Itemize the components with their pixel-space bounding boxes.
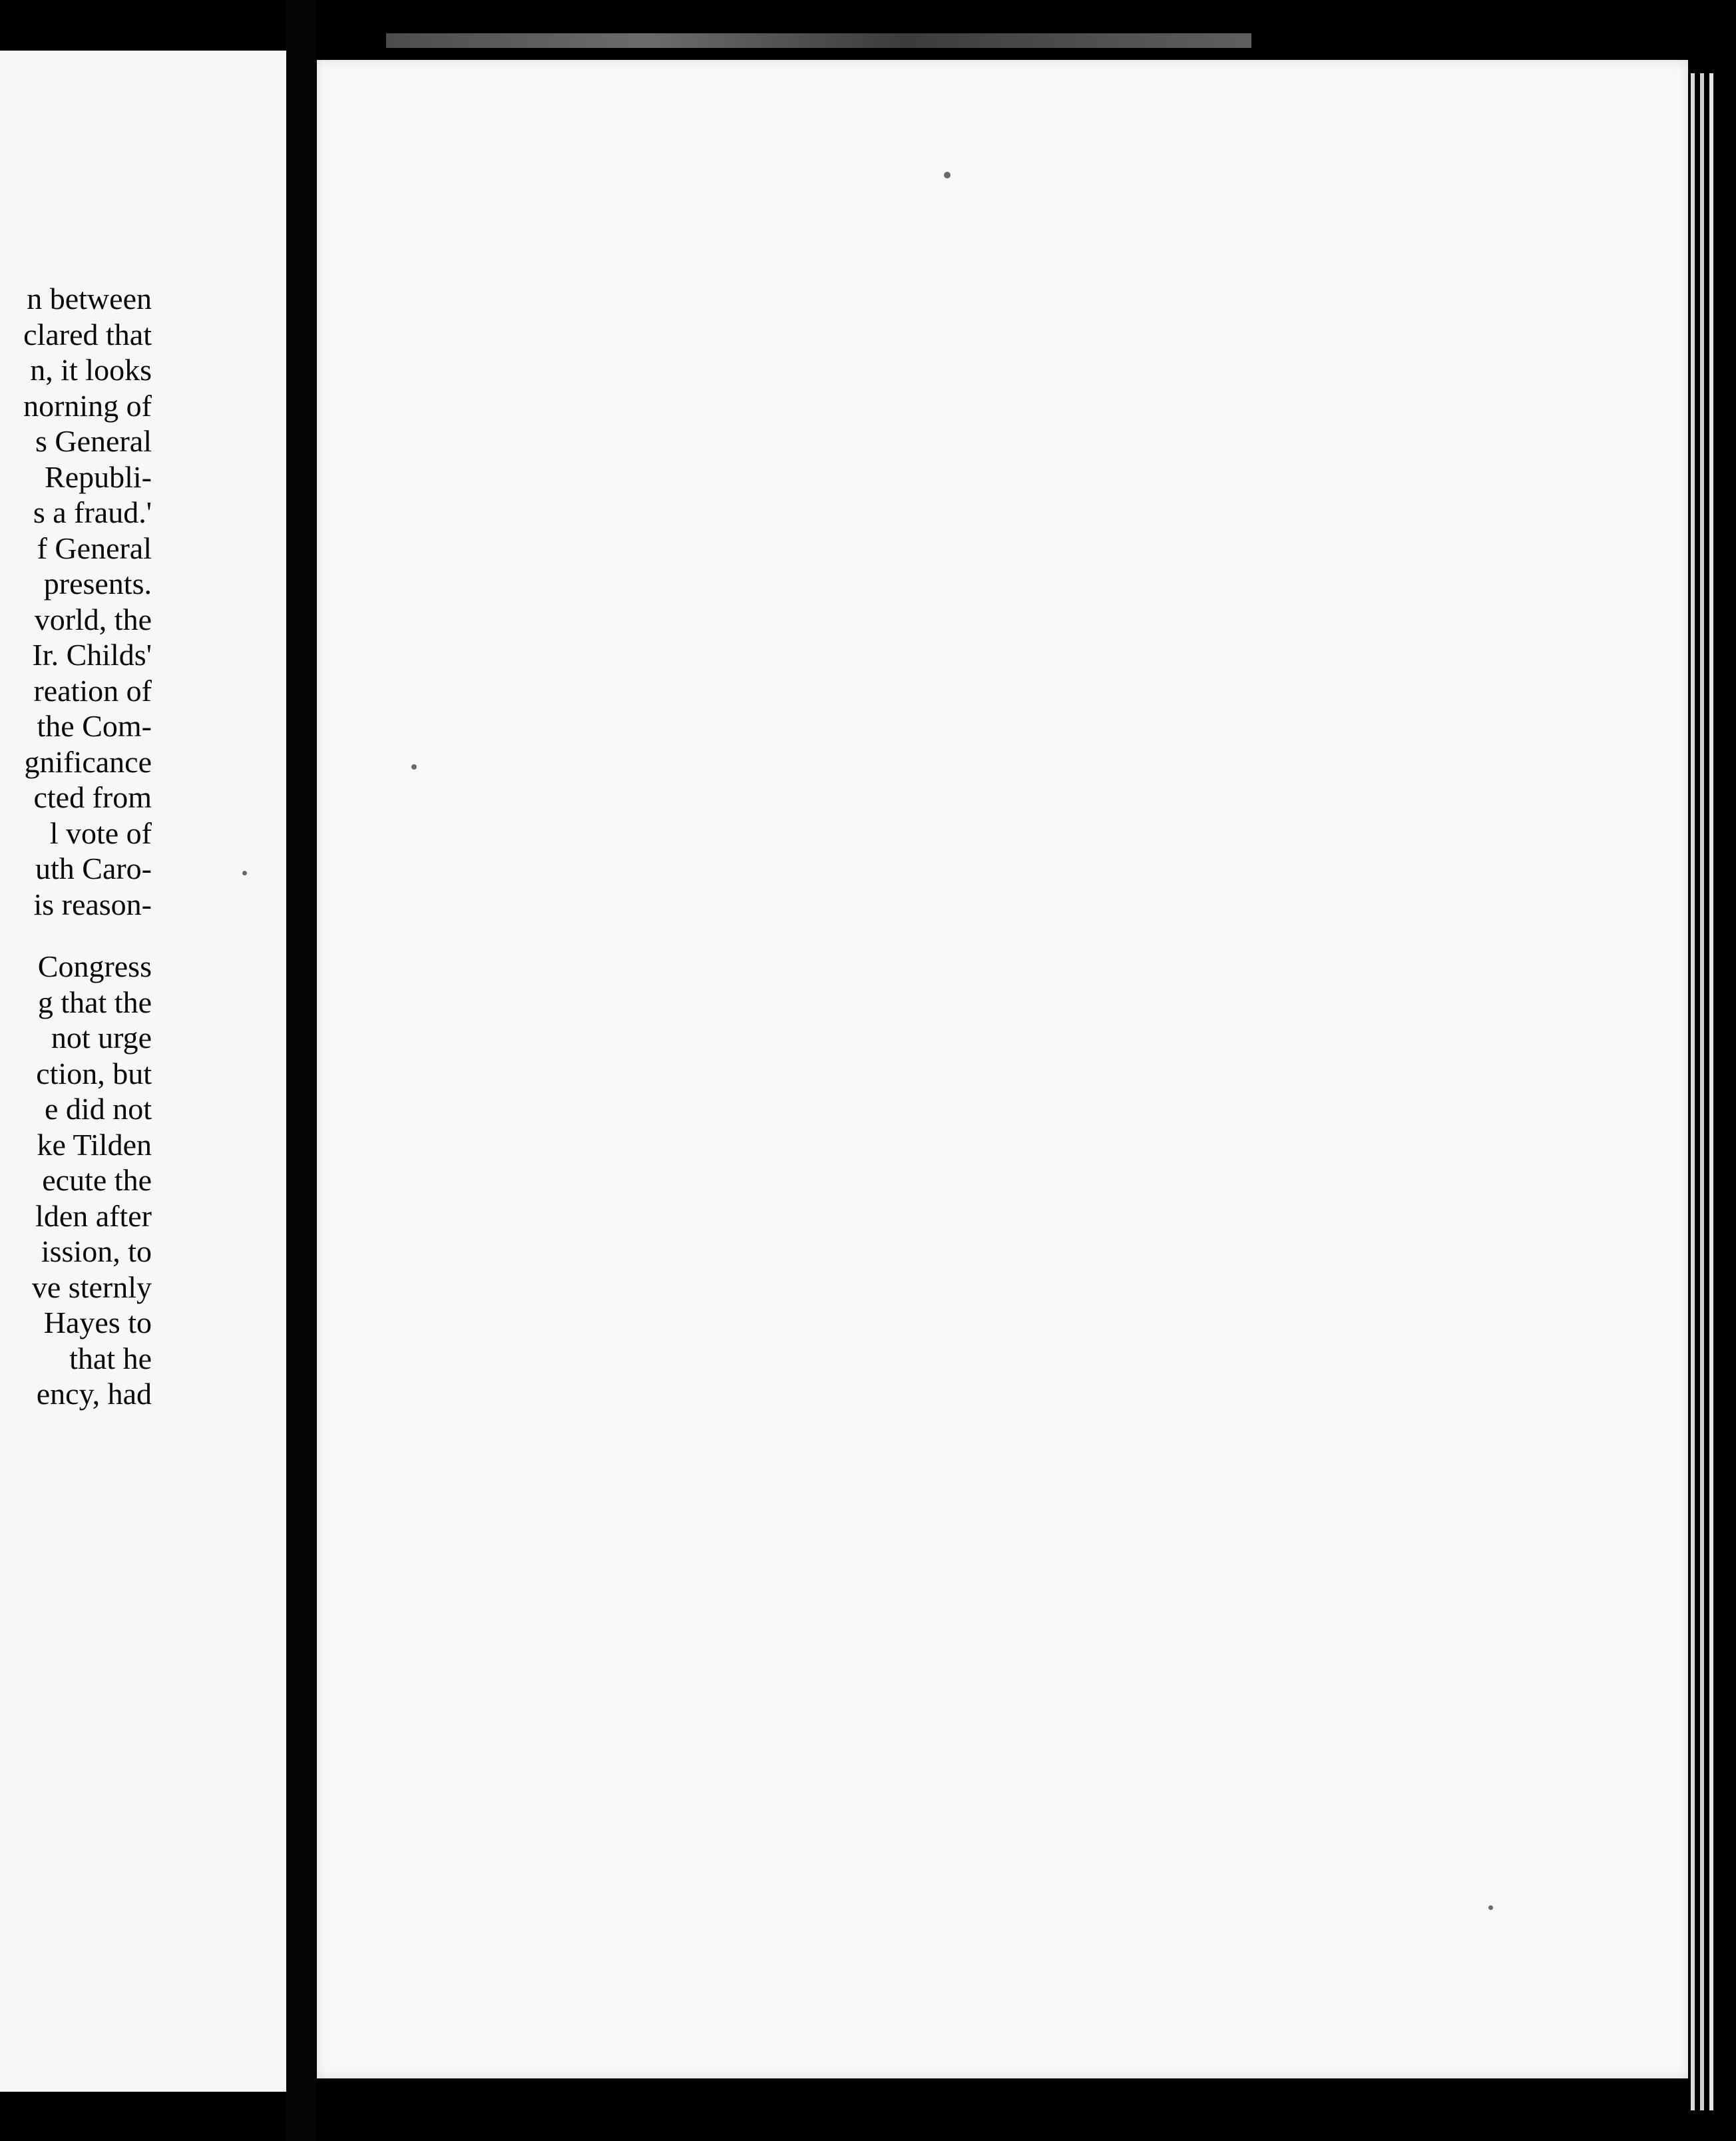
text-line: s General	[35, 424, 152, 458]
text-line: Republi-	[45, 459, 152, 494]
text-line: ke Tilden	[37, 1127, 152, 1162]
text-line: Hayes to	[43, 1306, 152, 1339]
text-line: ission, to	[41, 1234, 152, 1268]
text-line: cted from	[33, 780, 152, 814]
text-line: f General	[37, 531, 152, 565]
text-line: reation of	[33, 673, 152, 708]
text-line: ecute the	[42, 1163, 152, 1197]
book-gutter	[286, 0, 316, 2141]
text-line: l vote of	[49, 816, 152, 850]
text-line: ency, had	[36, 1377, 152, 1411]
right-page-blank	[317, 60, 1688, 2078]
text-line: s a fraud.'	[33, 495, 152, 529]
text-line: e did not	[45, 1092, 152, 1126]
torn-paper-strip	[386, 33, 1251, 48]
paragraph-gap	[0, 922, 286, 949]
text-line: Ir. Childs'	[32, 638, 152, 672]
text-line: presents.	[43, 567, 152, 600]
paper-speck	[1488, 1905, 1493, 1910]
paper-speck	[411, 764, 417, 770]
page-edge	[1709, 73, 1713, 2110]
paper-speck	[242, 871, 247, 875]
page-edge	[1700, 73, 1704, 2110]
text-line: gnificance	[24, 744, 152, 779]
text-line: ve sternly	[31, 1270, 152, 1304]
paper-speck	[944, 172, 951, 178]
page-edge	[1691, 73, 1695, 2110]
text-line: vorld, the	[34, 602, 152, 636]
left-page-text	[0, 281, 286, 1412]
text-line: g that the	[37, 985, 152, 1019]
text-line: ction, but	[36, 1056, 152, 1090]
text-line: n, it looks	[30, 353, 152, 387]
text-line: Congress	[37, 949, 152, 983]
text-line: uth Caro-	[35, 851, 152, 885]
text-line: lden after	[35, 1198, 152, 1233]
text-line: clared that	[23, 317, 152, 352]
text-line: norning of	[23, 388, 152, 423]
text-line: not urge	[51, 1021, 152, 1055]
text-line: the Com-	[37, 709, 152, 743]
text-line: is reason-	[33, 887, 152, 921]
text-line: n between	[27, 282, 152, 316]
left-page	[0, 51, 286, 2092]
text-line: that he	[69, 1341, 152, 1375]
